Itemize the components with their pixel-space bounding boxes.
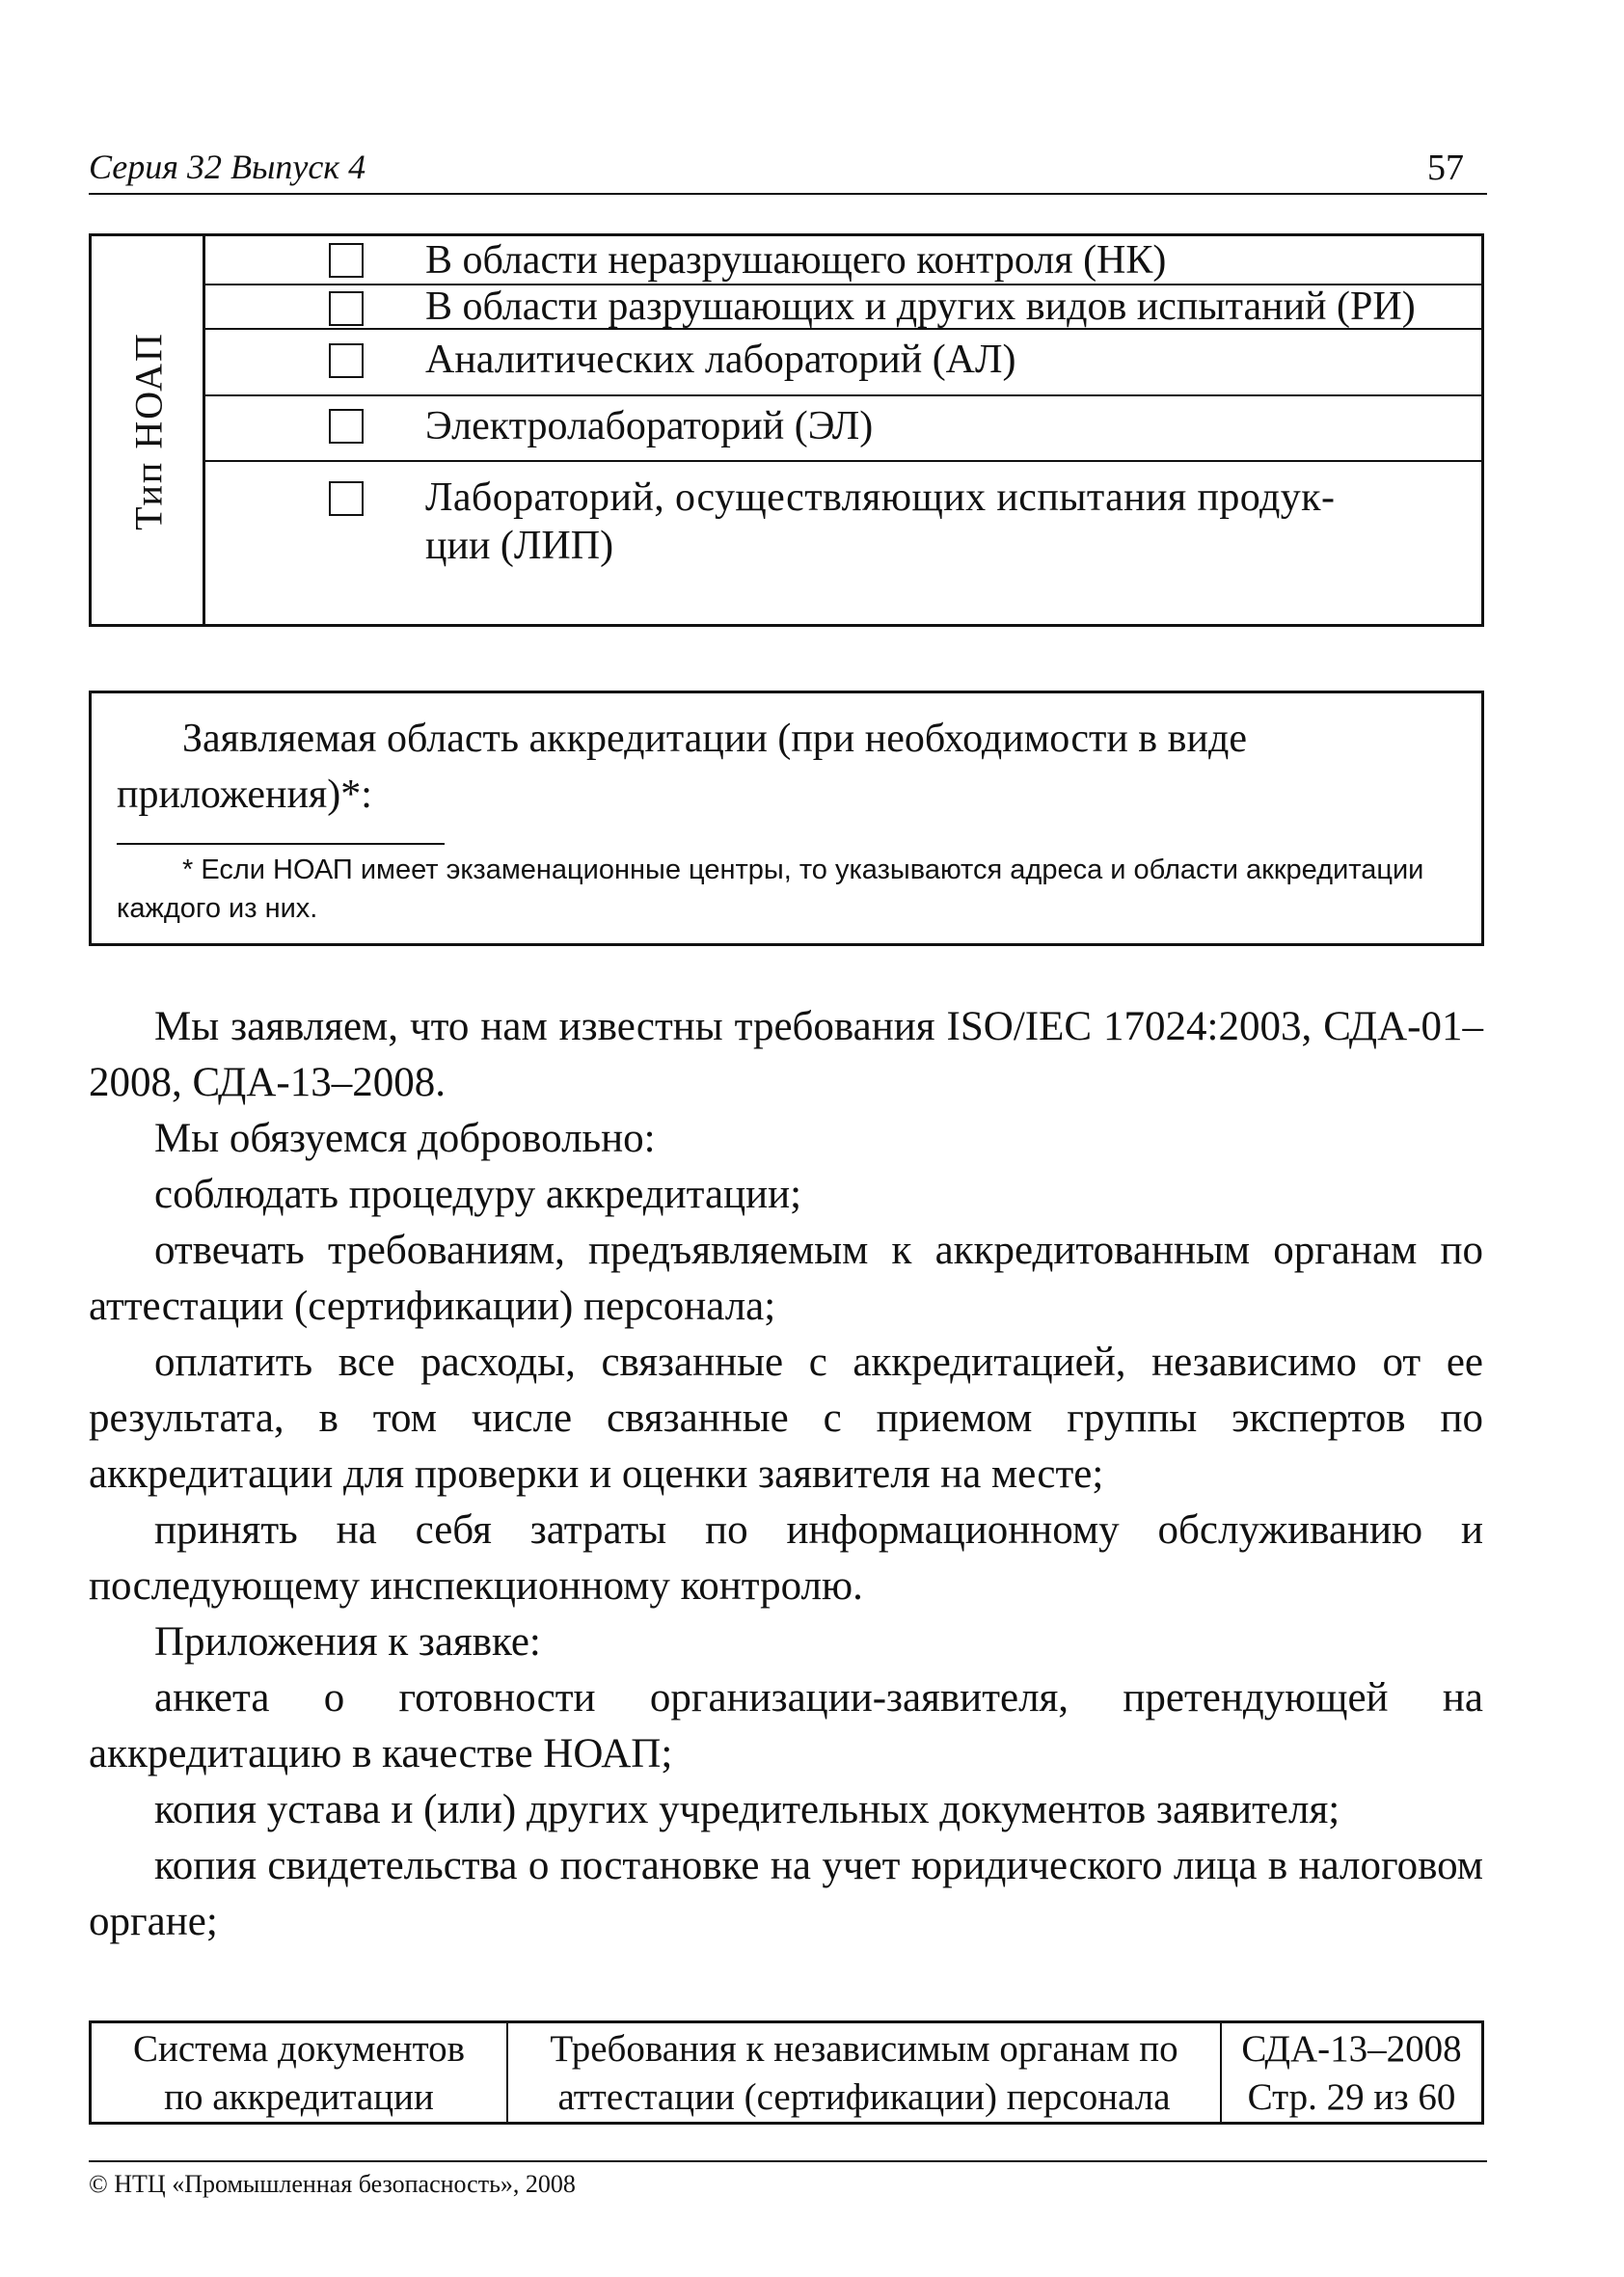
type-option-checkbox[interactable] — [329, 343, 364, 378]
type-option-row — [205, 285, 1481, 330]
type-label-column — [92, 236, 205, 624]
footer-divider — [89, 2160, 1487, 2162]
paragraph: копия устава и (или) других учредительных документов заявителя; — [154, 1787, 1340, 1832]
type-option-row — [205, 236, 1481, 285]
footnote-text: * Если НОАП имеет экзаменационные центры, то указываются адреса и области аккредитации каждого из них. — [117, 854, 1424, 924]
copyright-text: © НТЦ «Промышленная безопасность», 2008 — [89, 2170, 576, 2198]
type-option-label: Аналитических лабораторий (АЛ) — [425, 338, 1016, 382]
header-divider — [89, 193, 1487, 195]
type-option-checkbox[interactable] — [329, 409, 364, 444]
paragraph: соблюдать процедуру аккредитации; — [154, 1172, 802, 1217]
type-option-checkbox[interactable] — [329, 481, 364, 516]
doc-title-line: аттестации (сертификации) персонала — [557, 2076, 1171, 2118]
paragraph: отвечать требованиям, предъявляемым к аккредитованным органам по аттестации (сертификации) персонала; — [89, 1228, 1483, 1329]
type-option-label: В области разрушающих и других видов испытаний (РИ) — [425, 285, 1416, 329]
doc-code: СДА-13–2008 — [1241, 2028, 1462, 2070]
paragraph: оплатить все расходы, связанные с аккредитацией, независимо от ее результата, в том числе связанные с приемом группы экспертов по аккредитации для проверки и оценки заявителя на месте; — [89, 1340, 1483, 1497]
type-option-label: Электролабораторий (ЭЛ) — [425, 404, 874, 448]
doc-code-cell — [1222, 2023, 1481, 2122]
noap-type-table — [89, 233, 1484, 627]
type-option-row — [205, 330, 1481, 396]
doc-page-info: Стр. 29 из 60 — [1247, 2076, 1456, 2118]
body-text — [89, 999, 1483, 1950]
footnote-divider — [117, 843, 445, 845]
type-option-label: ции (ЛИП) — [425, 524, 614, 568]
type-option-checkbox[interactable] — [329, 243, 364, 278]
paragraph: анкета о готовности организации-заявителя, претендующей на аккредитацию в качестве НОАП; — [89, 1675, 1483, 1776]
accreditation-scope-text: Заявляемая область аккредитации (при необходимости в виде приложения)*: — [117, 717, 1247, 817]
type-option-row — [205, 462, 1481, 624]
paragraph: Мы заявляем, что нам известны требования ISO/IEC 17024:2003, СДА-01–2008, СДА-13–2008. — [89, 1004, 1483, 1105]
type-option-label: В области неразрушающего контроля (НК) — [425, 238, 1167, 283]
type-option-label: Лабораторий, осуществляющих испытания продук- — [425, 475, 1336, 520]
type-option-row — [205, 396, 1481, 462]
doc-title-cell — [508, 2023, 1222, 2122]
paragraph: принять на себя затраты по информационному обслуживанию и последующему инспекционному контролю. — [89, 1507, 1483, 1609]
accreditation-scope-box — [89, 691, 1484, 946]
doc-system-line: Система документов — [132, 2028, 466, 2070]
doc-system-line: по аккредитации — [164, 2076, 434, 2118]
doc-system-cell — [92, 2023, 508, 2122]
paragraph: Мы обязуемся добровольно: — [154, 1116, 656, 1161]
document-footer-table — [89, 2020, 1484, 2125]
paragraph: копия свидетельства о постановке на учет юридического лица в налоговом органе; — [89, 1843, 1483, 1944]
doc-title-line: Требования к независимым органам по — [550, 2028, 1178, 2070]
type-label: Тип НОАП — [126, 332, 171, 530]
page-number: 57 — [1427, 148, 1464, 188]
type-option-checkbox[interactable] — [329, 291, 364, 326]
series-title: Серия 32 Выпуск 4 — [89, 148, 366, 186]
paragraph: Приложения к заявке: — [154, 1619, 541, 1665]
